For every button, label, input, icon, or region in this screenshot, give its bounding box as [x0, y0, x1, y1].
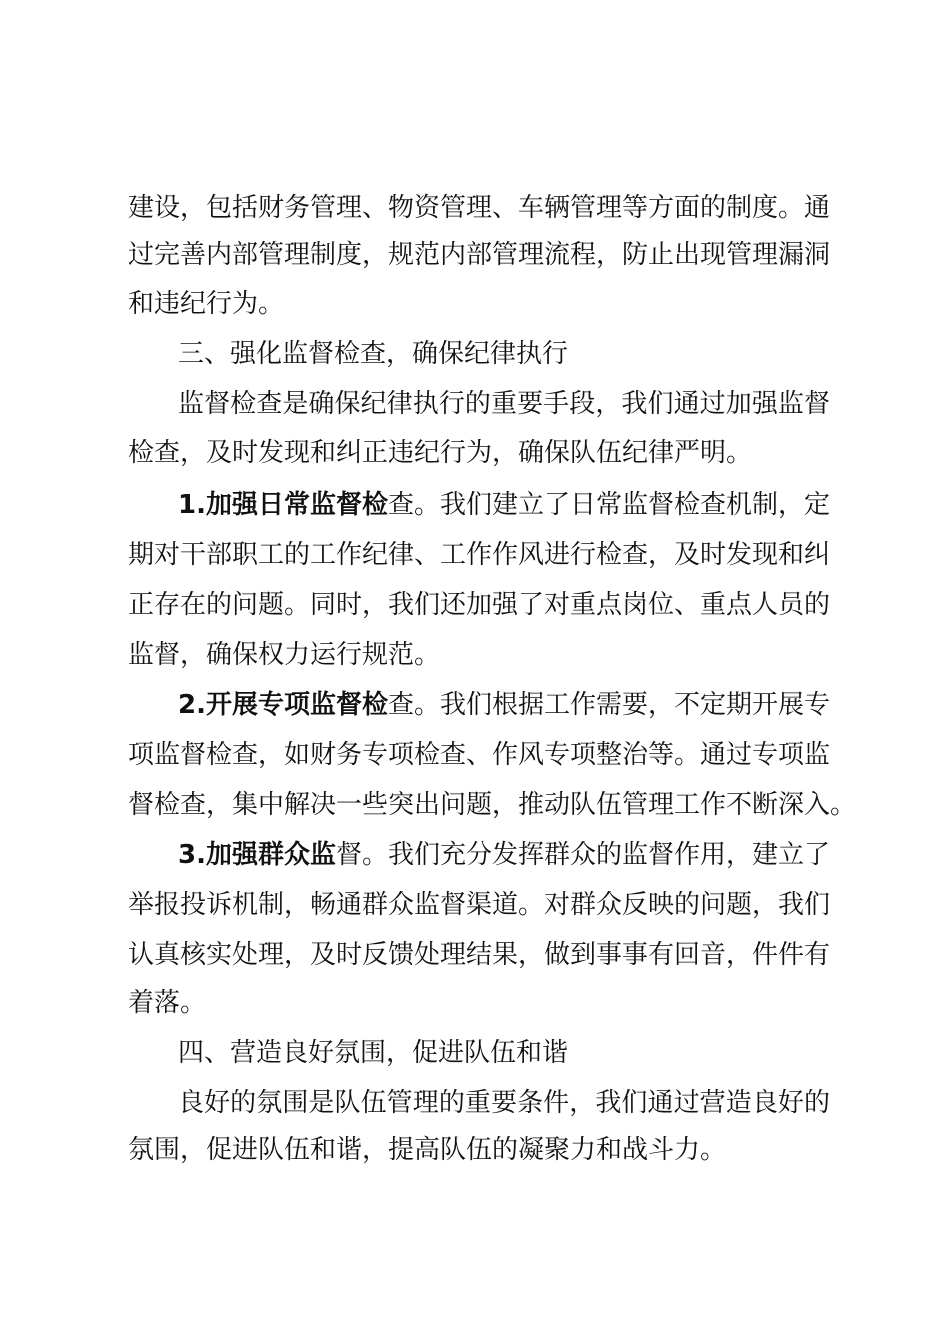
paragraph-line: 建设，包括财务管理、物资管理、车辆管理等方面的制度。通: [128, 193, 831, 223]
paragraph-line: 正存在的问题。同时，我们还加强了对重点岗位、重点人员的: [128, 590, 831, 620]
paragraph-line: 举报投诉机制，畅通群众监督渠道。对群众反映的问题，我们: [128, 890, 831, 920]
item-2-text: 查。我们根据工作需要，不定期开展专: [387, 690, 830, 720]
item-2-title: 2.开展专项监督检: [178, 690, 388, 720]
paragraph-line: 检查，及时发现和纠正违纪行为，确保队伍纪律严明。: [128, 438, 753, 468]
item-2-line: [178, 688, 830, 722]
paragraph-line: 良好的氛围是队伍管理的重要条件，我们通过营造良好的: [178, 1088, 830, 1118]
section-heading-4: 四、营造良好氛围，促进队伍和谐: [178, 1038, 569, 1068]
paragraph-line: 着落。: [128, 988, 207, 1018]
paragraph-line: 期对干部职工的工作纪律、工作作风进行检查，及时发现和纠: [128, 540, 831, 570]
item-3-line: [178, 838, 830, 872]
item-1-text: 查。我们建立了日常监督检查机制，定: [387, 490, 830, 520]
item-3-text: 督。我们充分发挥群众的监督作用，建立了: [335, 840, 830, 870]
paragraph-line: 监督检查是确保纪律执行的重要手段，我们通过加强监督: [178, 389, 830, 419]
paragraph-line: 认真核实处理，及时反馈处理结果，做到事事有回音，件件有: [128, 940, 831, 970]
paragraph-line: 氛围，促进队伍和谐，提高队伍的凝聚力和战斗力。: [128, 1135, 727, 1165]
item-3-title: 3.加强群众监: [178, 840, 336, 870]
paragraph-line: 督检查，集中解决一些突出问题，推动队伍管理工作不断深入。: [128, 790, 857, 820]
paragraph-line: 和违纪行为。: [128, 289, 285, 319]
section-heading-3: 三、强化监督检查，确保纪律执行: [178, 339, 569, 369]
paragraph-line: 项监督检查，如财务专项检查、作风专项整治等。通过专项监: [128, 740, 831, 770]
paragraph-line: 过完善内部管理制度，规范内部管理流程，防止出现管理漏洞: [128, 240, 831, 270]
paragraph-line: 监督，确保权力运行规范。: [128, 640, 441, 670]
item-1-title: 1.加强日常监督检: [178, 490, 388, 520]
item-1-line: [178, 488, 830, 522]
